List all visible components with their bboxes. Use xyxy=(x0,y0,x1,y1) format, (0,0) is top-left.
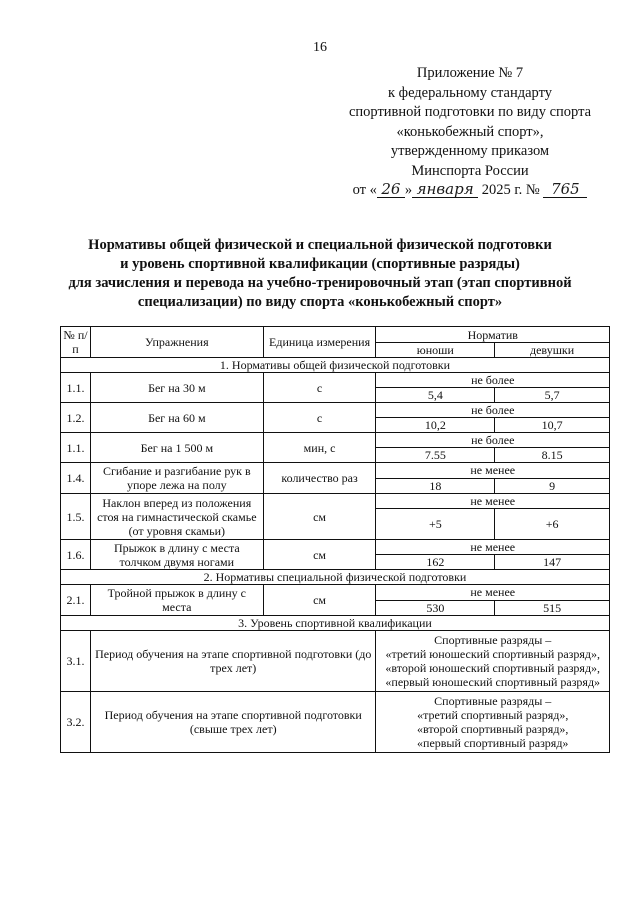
appendix-line: к федеральному стандарту xyxy=(388,84,552,101)
section-title: 1. Нормативы общей физической подготовки xyxy=(61,358,610,373)
row-condition: не более xyxy=(376,433,610,448)
header-girls: девушки xyxy=(495,343,610,358)
header-num: № п/п xyxy=(61,327,91,358)
row-exercise: Тройной прыжок в длину с места xyxy=(90,585,263,616)
row-exercise: Бег на 30 м xyxy=(90,373,263,403)
row-num: 1.6. xyxy=(61,540,91,570)
section-row xyxy=(61,570,610,585)
appendix-line: спортивной подготовки по виду спорта xyxy=(348,104,592,120)
row-num: 1.1. xyxy=(61,433,91,463)
row-boys-value: 7.55 xyxy=(376,448,495,463)
row-girls-value: 8.15 xyxy=(495,448,610,463)
row-num: 1.5. xyxy=(61,494,91,540)
appendix-line: Минспорта России xyxy=(411,162,529,179)
appendix-line: «конькобежный спорт», xyxy=(396,123,544,140)
row-condition: не менее xyxy=(376,585,610,601)
date-month: января xyxy=(412,181,478,198)
row-girls-value: 515 xyxy=(495,600,610,616)
table-row xyxy=(61,540,610,555)
row-num: 3.2. xyxy=(61,692,91,753)
title-line: Нормативы общей физической и специальной физической подготовки xyxy=(88,237,552,253)
table-row xyxy=(61,403,610,418)
rank-line: Спортивные разряды – xyxy=(434,633,552,647)
header-unit: Единица измерения xyxy=(263,327,376,358)
row-num: 1.2. xyxy=(61,403,91,433)
appendix-line: Приложение № 7 xyxy=(416,65,524,81)
row-condition: не более xyxy=(376,373,610,388)
table-row xyxy=(61,373,610,388)
section-title: 3. Уровень спортивной квалификации xyxy=(61,616,610,631)
row-num: 3.1. xyxy=(61,631,91,692)
row-girls-value: +6 xyxy=(495,509,610,540)
row-num: 2.1. xyxy=(61,585,91,616)
row-boys-value: 5,4 xyxy=(376,388,495,403)
header-boys: юноши xyxy=(376,343,495,358)
rank-cell xyxy=(376,692,610,753)
row-condition: не менее xyxy=(376,463,610,479)
section-row xyxy=(61,616,610,631)
row-exercise: Наклон вперед из положения стоя на гимнастической скамье (от уровня скамьи) xyxy=(90,494,263,540)
qualification-row xyxy=(61,692,610,753)
row-boys-value: 162 xyxy=(376,555,495,570)
row-exercise: Прыжок в длину с места толчком двумя ногами xyxy=(90,540,263,570)
rank-line: «третий спортивный разряд», xyxy=(417,708,569,722)
rank-line: «второй спортивный разряд», xyxy=(417,722,569,736)
row-num: 1.1. xyxy=(61,373,91,403)
row-unit: см xyxy=(263,540,376,570)
row-exercise: Бег на 1 500 м xyxy=(90,433,263,463)
row-boys-value: +5 xyxy=(376,509,495,540)
section-title: 2. Нормативы специальной физической подготовки xyxy=(61,570,610,585)
header-norm: Норматив xyxy=(376,327,610,343)
date-prefix: от « xyxy=(352,182,377,198)
date-year: 2025 г. № xyxy=(481,182,540,198)
row-unit: см xyxy=(263,494,376,540)
row-unit: см xyxy=(263,585,376,616)
row-boys-value: 530 xyxy=(376,600,495,616)
row-boys-value: 18 xyxy=(376,478,495,494)
rank-cell xyxy=(376,631,610,692)
order-date-line xyxy=(330,181,610,201)
header-exercise: Упражнения xyxy=(90,327,263,358)
title-line: специализации) по виду спорта «конькобежный спорт» xyxy=(137,294,503,310)
row-condition: не менее xyxy=(376,494,610,509)
row-girls-value: 9 xyxy=(495,478,610,494)
row-unit: с xyxy=(263,373,376,403)
row-condition: не менее xyxy=(376,540,610,555)
table-row xyxy=(61,463,610,479)
row-condition: не более xyxy=(376,403,610,418)
row-exercise: Период обучения на этапе спортивной подготовки (свыше трех лет) xyxy=(90,692,376,753)
appendix-line: утвержденному приказом xyxy=(390,143,550,159)
title-line: для зачисления и перевода на учебно-тренировочный этап (этап спортивной xyxy=(68,275,572,291)
table-row xyxy=(61,494,610,509)
row-unit: с xyxy=(263,403,376,433)
date-mid: » xyxy=(404,182,413,198)
row-unit: мин, с xyxy=(263,433,376,463)
row-num: 1.4. xyxy=(61,463,91,494)
rank-line: «первый юношеский спортивный разряд» xyxy=(385,675,601,689)
table-row xyxy=(61,585,610,601)
rank-line: «третий юношеский спортивный разряд», xyxy=(385,647,601,661)
table-row xyxy=(61,433,610,448)
title-line: и уровень спортивной квалификации (спортивные разряды) xyxy=(120,256,520,272)
row-girls-value: 147 xyxy=(495,555,610,570)
header-row xyxy=(61,327,610,343)
row-exercise: Период обучения на этапе спортивной подготовки (до трех лет) xyxy=(90,631,376,692)
row-exercise: Бег на 60 м xyxy=(90,403,263,433)
date-day: 26 xyxy=(377,181,405,198)
qualification-row xyxy=(61,631,610,692)
section-row xyxy=(61,358,610,373)
rank-line: Спортивные разряды – xyxy=(434,694,552,708)
row-boys-value: 10,2 xyxy=(376,418,495,433)
row-girls-value: 10,7 xyxy=(495,418,610,433)
row-girls-value: 5,7 xyxy=(495,388,610,403)
row-unit: количество раз xyxy=(263,463,376,494)
page-number: 16 xyxy=(313,40,327,55)
norms-table xyxy=(60,326,610,753)
rank-line: «первый спортивный разряд» xyxy=(417,736,569,750)
rank-line: «второй юношеский спортивный разряд», xyxy=(385,661,601,675)
appendix-block xyxy=(330,64,610,201)
row-exercise: Сгибание и разгибание рук в упоре лежа на полу xyxy=(90,463,263,494)
document-title xyxy=(40,236,600,312)
order-number: 765 xyxy=(543,181,587,198)
